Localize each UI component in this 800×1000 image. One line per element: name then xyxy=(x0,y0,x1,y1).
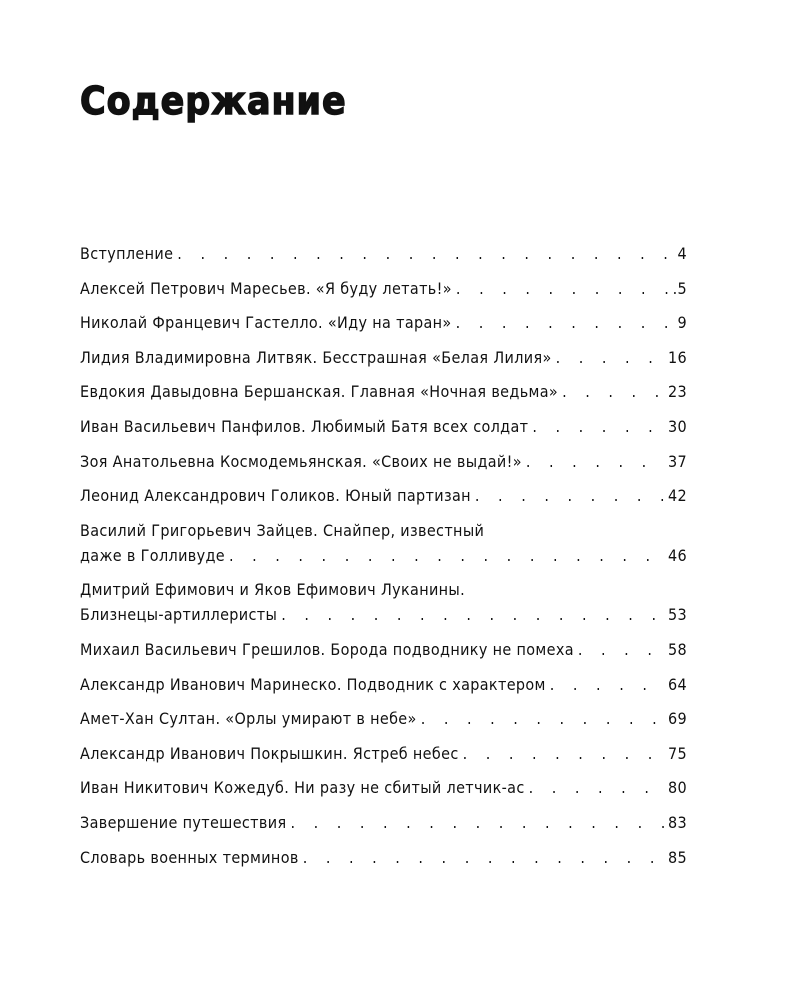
toc-entry[interactable] xyxy=(80,518,687,568)
toc-entry[interactable] xyxy=(80,379,687,404)
dot-leader xyxy=(578,637,664,662)
toc-entry-page-number: 85 xyxy=(667,847,687,867)
table-of-contents xyxy=(80,241,687,879)
toc-entry-page-number: 69 xyxy=(667,709,687,729)
toc-entry[interactable] xyxy=(80,810,687,835)
toc-entry-page-number: 9 xyxy=(677,313,687,333)
toc-entry-page-number: 23 xyxy=(667,382,687,402)
toc-entry-title: Алексей Петрович Маресьев. «Я буду летать!» xyxy=(80,278,452,298)
toc-entry-page-number: 16 xyxy=(667,347,687,367)
toc-entry-page-number: 64 xyxy=(667,674,687,694)
toc-entry[interactable] xyxy=(80,483,687,508)
dot-leader xyxy=(421,706,664,731)
dot-leader xyxy=(229,543,664,568)
toc-entry-title: Евдокия Давыдовна Бершанская. Главная «Ночная ведьма» xyxy=(80,382,559,402)
dot-leader xyxy=(303,845,664,870)
toc-entry-title: даже в Голливуде xyxy=(80,545,225,565)
toc-entry[interactable] xyxy=(80,741,687,766)
toc-entry-title: Иван Никитович Кожедуб. Ни разу не сбитый летчик-ас xyxy=(80,778,525,798)
toc-entry-title: Амет-Хан Султан. «Орлы умирают в небе» xyxy=(80,709,417,729)
dot-leader xyxy=(463,741,664,766)
toc-entry-page-number: 37 xyxy=(667,451,687,471)
toc-entry-title-line: Дмитрий Ефимович и Яков Ефимович Луканины. xyxy=(80,580,466,600)
toc-entry-title: Зоя Анатольевна Космодемьянская. «Своих не выдай!» xyxy=(80,451,522,471)
toc-entry[interactable] xyxy=(80,414,687,439)
toc-entry-title: Словарь военных терминов xyxy=(80,847,299,867)
toc-entry-title: Николай Францевич Гастелло. «Иду на таран» xyxy=(80,313,452,333)
toc-entry-page-number: .5 xyxy=(672,278,687,298)
toc-entry-title: Иван Васильевич Панфилов. Любимый Батя всех солдат xyxy=(80,416,529,436)
toc-entry-title: Завершение путешествия xyxy=(80,812,287,832)
dot-leader xyxy=(562,379,664,404)
toc-entry[interactable] xyxy=(80,449,687,474)
dot-leader xyxy=(529,775,664,800)
toc-entry-page-number: 83 xyxy=(667,812,687,832)
toc-entry-title: Лидия Владимировна Литвяк. Бесстрашная «Белая Лилия» xyxy=(80,347,552,367)
toc-entry[interactable] xyxy=(80,706,687,731)
dot-leader xyxy=(456,310,674,335)
toc-entry-title-line: Василий Григорьевич Зайцев. Снайпер, известный xyxy=(80,520,485,540)
dot-leader xyxy=(456,276,669,301)
toc-entry[interactable] xyxy=(80,241,687,266)
dot-leader xyxy=(177,241,673,266)
toc-entry-page-number: 46 xyxy=(667,545,687,565)
dot-leader xyxy=(475,483,664,508)
toc-entry-page-number: 80 xyxy=(667,778,687,798)
toc-entry-page-number: 75 xyxy=(667,743,687,763)
toc-entry[interactable] xyxy=(80,775,687,800)
toc-entry[interactable] xyxy=(80,310,687,335)
toc-entry-page-number: 4 xyxy=(677,244,687,263)
dot-leader xyxy=(281,602,664,627)
toc-entry-page-number: 58 xyxy=(667,639,687,659)
toc-entry-title: Александр Иванович Маринеско. Подводник с характером xyxy=(80,674,546,694)
toc-entry-page-number: 30 xyxy=(667,416,687,436)
dot-leader xyxy=(526,449,664,474)
toc-entry[interactable] xyxy=(80,672,687,697)
toc-entry-title: Вступление xyxy=(80,244,174,263)
toc-entry[interactable] xyxy=(80,345,687,370)
dot-leader xyxy=(532,414,664,439)
toc-entry-title: Близнецы-артиллеристы xyxy=(80,605,278,625)
toc-entry-page-number: 53 xyxy=(667,605,687,625)
toc-entry[interactable] xyxy=(80,577,687,627)
toc-entry[interactable] xyxy=(80,637,687,662)
page-title: Содержание xyxy=(80,79,347,123)
toc-entry-title: Леонид Александрович Голиков. Юный партизан xyxy=(80,486,471,506)
dot-leader xyxy=(550,672,664,697)
toc-entry[interactable] xyxy=(80,845,687,870)
toc-entry-title: Александр Иванович Покрышкин. Ястреб небес xyxy=(80,743,459,763)
toc-entry[interactable] xyxy=(80,276,687,301)
dot-leader xyxy=(556,345,664,370)
toc-entry-title: Михаил Васильевич Грешилов. Борода подводнику не помеха xyxy=(80,639,574,659)
toc-entry-page-number: 42 xyxy=(667,486,687,506)
dot-leader xyxy=(290,810,664,835)
